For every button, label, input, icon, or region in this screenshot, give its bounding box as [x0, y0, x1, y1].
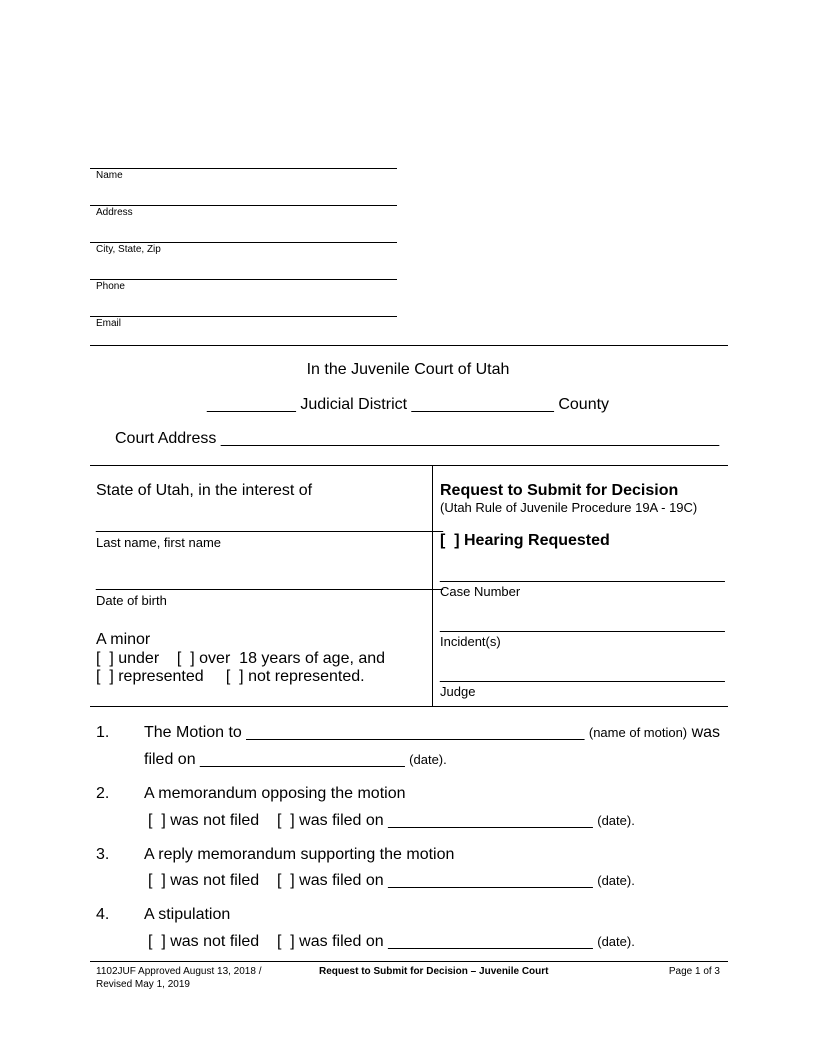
name-of-motion-note: (name of motion)	[588, 725, 688, 740]
court-address-blank[interactable]: ________________________________________________________	[220, 430, 720, 447]
judge-label: Judge	[440, 684, 476, 699]
item-3-text: A reply memorandum supporting the motion	[144, 846, 455, 863]
county-label: County	[558, 396, 610, 413]
minor-label: A minor	[96, 631, 151, 648]
filed-on-text: filed on	[144, 751, 196, 768]
court-title: In the Juvenile Court of Utah	[306, 361, 510, 378]
incidents-blank[interactable]: ________________________________	[440, 616, 725, 633]
caption-top-border	[90, 465, 728, 466]
stipulation-date-note: (date).	[597, 934, 635, 949]
footer-approval-line-2: Revised May 1, 2019	[96, 979, 190, 990]
district-blank[interactable]: __________	[206, 396, 296, 413]
item-2-number: 2.	[96, 785, 110, 802]
item-4-options	[148, 933, 635, 951]
name-line[interactable]	[90, 168, 397, 169]
court-address-label: Court Address	[115, 430, 217, 447]
motion-date-blank[interactable]: _______________________	[200, 751, 405, 768]
name-label: Name	[96, 170, 123, 181]
reply-memo-date-note: (date).	[597, 873, 635, 888]
item-1-line-2	[144, 751, 447, 769]
email-line[interactable]	[90, 316, 397, 317]
reply-memo-not-filed-checkbox[interactable]: [ ] was not filed	[148, 872, 260, 889]
footer-divider	[90, 961, 728, 962]
district-label: Judicial District	[300, 396, 408, 413]
age-checkboxes[interactable]: [ ] under [ ] over 18 years of age, and	[96, 650, 386, 667]
stipulation-date-blank[interactable]: _______________________	[388, 933, 593, 950]
date-of-birth-label: Date of birth	[96, 593, 167, 608]
hearing-requested-checkbox[interactable]: [ ] Hearing Requested	[440, 532, 610, 549]
motion-date-note: (date).	[409, 752, 447, 767]
incidents-label: Incident(s)	[440, 634, 501, 649]
district-county-line	[0, 396, 816, 414]
court-header-divider	[90, 345, 728, 346]
item-4-text: A stipulation	[144, 906, 231, 923]
request-title: Request to Submit for Decision	[440, 482, 679, 499]
was-text: was	[691, 724, 721, 741]
judge-blank[interactable]: ________________________________	[440, 666, 725, 683]
address-label: Address	[96, 207, 133, 218]
item-3-options	[148, 872, 635, 890]
email-label: Email	[96, 318, 122, 329]
footer-page-number: Page 1 of 3	[668, 966, 720, 977]
case-number-label: Case Number	[440, 584, 521, 599]
motion-name-blank[interactable]: ______________________________________	[246, 724, 585, 741]
interest-of-text: State of Utah, in the interest of	[96, 482, 313, 499]
item-1-number: 1.	[96, 724, 110, 741]
phone-label: Phone	[96, 281, 125, 292]
city-state-zip-label: City, State, Zip	[96, 244, 161, 255]
case-number-blank[interactable]: ________________________________	[440, 566, 725, 583]
rule-reference: (Utah Rule of Juvenile Procedure 19A - 19C)	[440, 500, 698, 515]
motion-to-text: The Motion to	[144, 724, 242, 741]
memo-opposing-filed-checkbox[interactable]: [ ] was filed on	[276, 812, 384, 829]
county-blank[interactable]: ________________	[411, 396, 554, 413]
date-of-birth-blank[interactable]: _______________________________________	[96, 574, 444, 591]
city-state-zip-line[interactable]	[90, 242, 397, 243]
memo-opposing-not-filed-checkbox[interactable]: [ ] was not filed	[148, 812, 260, 829]
item-2-text: A memorandum opposing the motion	[144, 785, 406, 802]
memo-opposing-date-note: (date).	[597, 813, 635, 828]
caption-bottom-border	[90, 706, 728, 707]
stipulation-filed-checkbox[interactable]: [ ] was filed on	[276, 933, 384, 950]
address-line[interactable]	[90, 205, 397, 206]
item-1-line-1	[144, 724, 720, 742]
footer-approval-line-1: 1102JUF Approved August 13, 2018 /	[96, 966, 262, 977]
item-2-options	[148, 812, 635, 830]
footer-form-title: Request to Submit for Decision – Juvenile Court	[319, 966, 549, 977]
stipulation-not-filed-checkbox[interactable]: [ ] was not filed	[148, 933, 260, 950]
item-3-number: 3.	[96, 846, 110, 863]
memo-opposing-date-blank[interactable]: _______________________	[388, 812, 593, 829]
representation-checkboxes[interactable]: [ ] represented [ ] not represented.	[96, 668, 365, 685]
item-4-number: 4.	[96, 906, 110, 923]
party-name-blank[interactable]: _______________________________________	[96, 516, 444, 533]
reply-memo-filed-checkbox[interactable]: [ ] was filed on	[276, 872, 384, 889]
reply-memo-date-blank[interactable]: _______________________	[388, 872, 593, 889]
phone-line[interactable]	[90, 279, 397, 280]
court-address-line	[115, 430, 719, 448]
last-first-name-label: Last name, first name	[96, 535, 221, 550]
